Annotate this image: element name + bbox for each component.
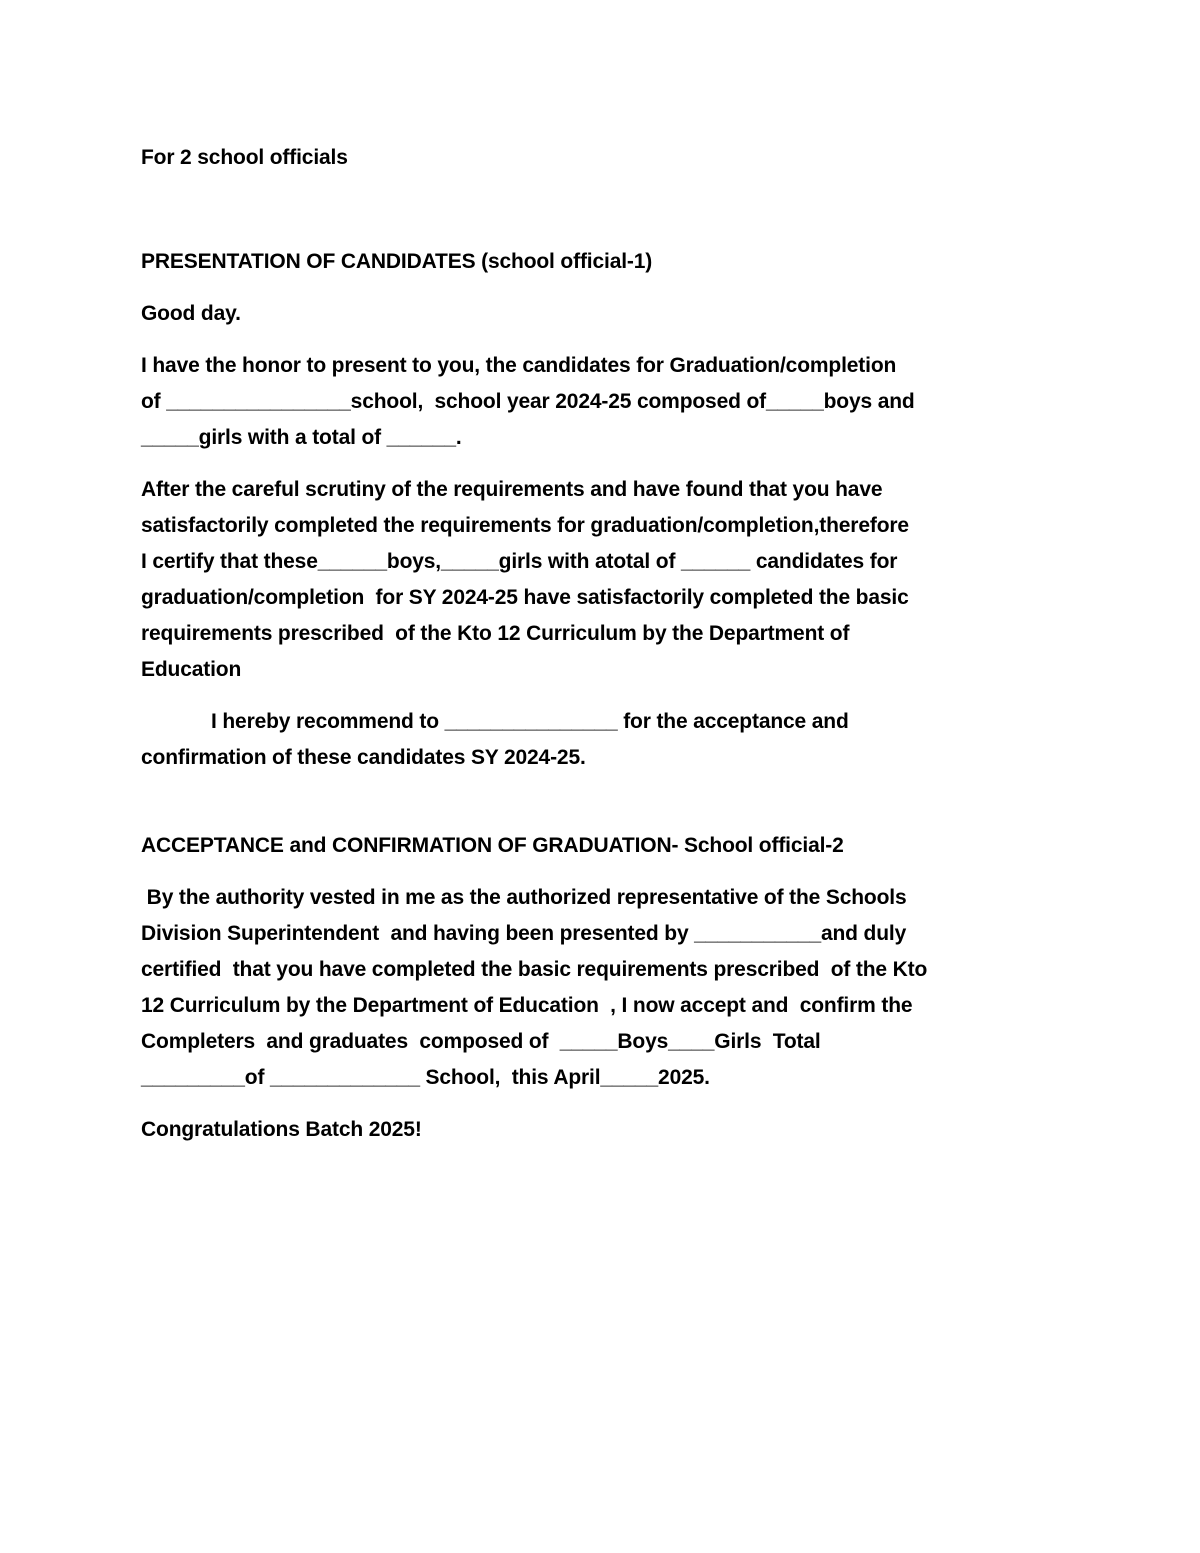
paragraph-line: I certify that these______boys,_____girls with atotal of ______ candidates for (141, 550, 898, 573)
paragraph-line: Completers and graduates composed of _____Boys____Girls Total (141, 1030, 821, 1053)
paragraph-line: After the careful scrutiny of the requirements and have found that you have (141, 478, 883, 501)
paragraph-line: _____girls with a total of ______. (141, 426, 462, 449)
document-heading (141, 140, 1076, 176)
greeting (141, 296, 1076, 332)
section1-title-line: PRESENTATION OF CANDIDATES (school official-1) (141, 250, 653, 273)
acceptance-paragraph (141, 880, 1076, 1096)
greeting-line: Good day. (141, 302, 241, 325)
paragraph-line: I hereby recommend to _______________ for the acceptance and (211, 710, 849, 733)
paragraph-line: I have the honor to present to you, the candidates for Graduation/completion (141, 354, 897, 377)
paragraph-line: _________of _____________ School, this April_____2025. (141, 1066, 710, 1089)
paragraph-line: graduation/completion for SY 2024-25 have satisfactorily completed the basic (141, 586, 909, 609)
certification-paragraph (141, 472, 1076, 688)
document-body (141, 140, 1076, 1148)
closing-line (141, 1112, 1076, 1148)
section1-title (141, 244, 1076, 280)
section2-title (141, 828, 1076, 864)
paragraph-line: confirmation of these candidates SY 2024-25. (141, 746, 586, 769)
paragraph-line: 12 Curriculum by the Department of Education , I now accept and confirm the (141, 994, 913, 1017)
paragraph-line: satisfactorily completed the requirements for graduation/completion,therefore (141, 514, 909, 537)
paragraph-line: Education (141, 658, 242, 681)
paragraph-line: of ________________school, school year 2024-25 composed of_____boys and (141, 390, 915, 413)
presentation-paragraph (141, 348, 1076, 456)
closing-text: Congratulations Batch 2025! (141, 1118, 422, 1141)
heading-line: For 2 school officials (141, 146, 348, 169)
paragraph-line: Division Superintendent and having been presented by ___________and duly (141, 922, 907, 945)
paragraph-line: requirements prescribed of the Kto 12 Curriculum by the Department of (141, 622, 850, 645)
recommendation-paragraph (141, 704, 1076, 776)
paragraph-line: By the authority vested in me as the authorized representative of the Schools (141, 886, 907, 909)
section2-title-line: ACCEPTANCE and CONFIRMATION OF GRADUATION- School official-2 (141, 834, 844, 857)
paragraph-line: certified that you have completed the basic requirements prescribed of the Kto (141, 958, 928, 981)
